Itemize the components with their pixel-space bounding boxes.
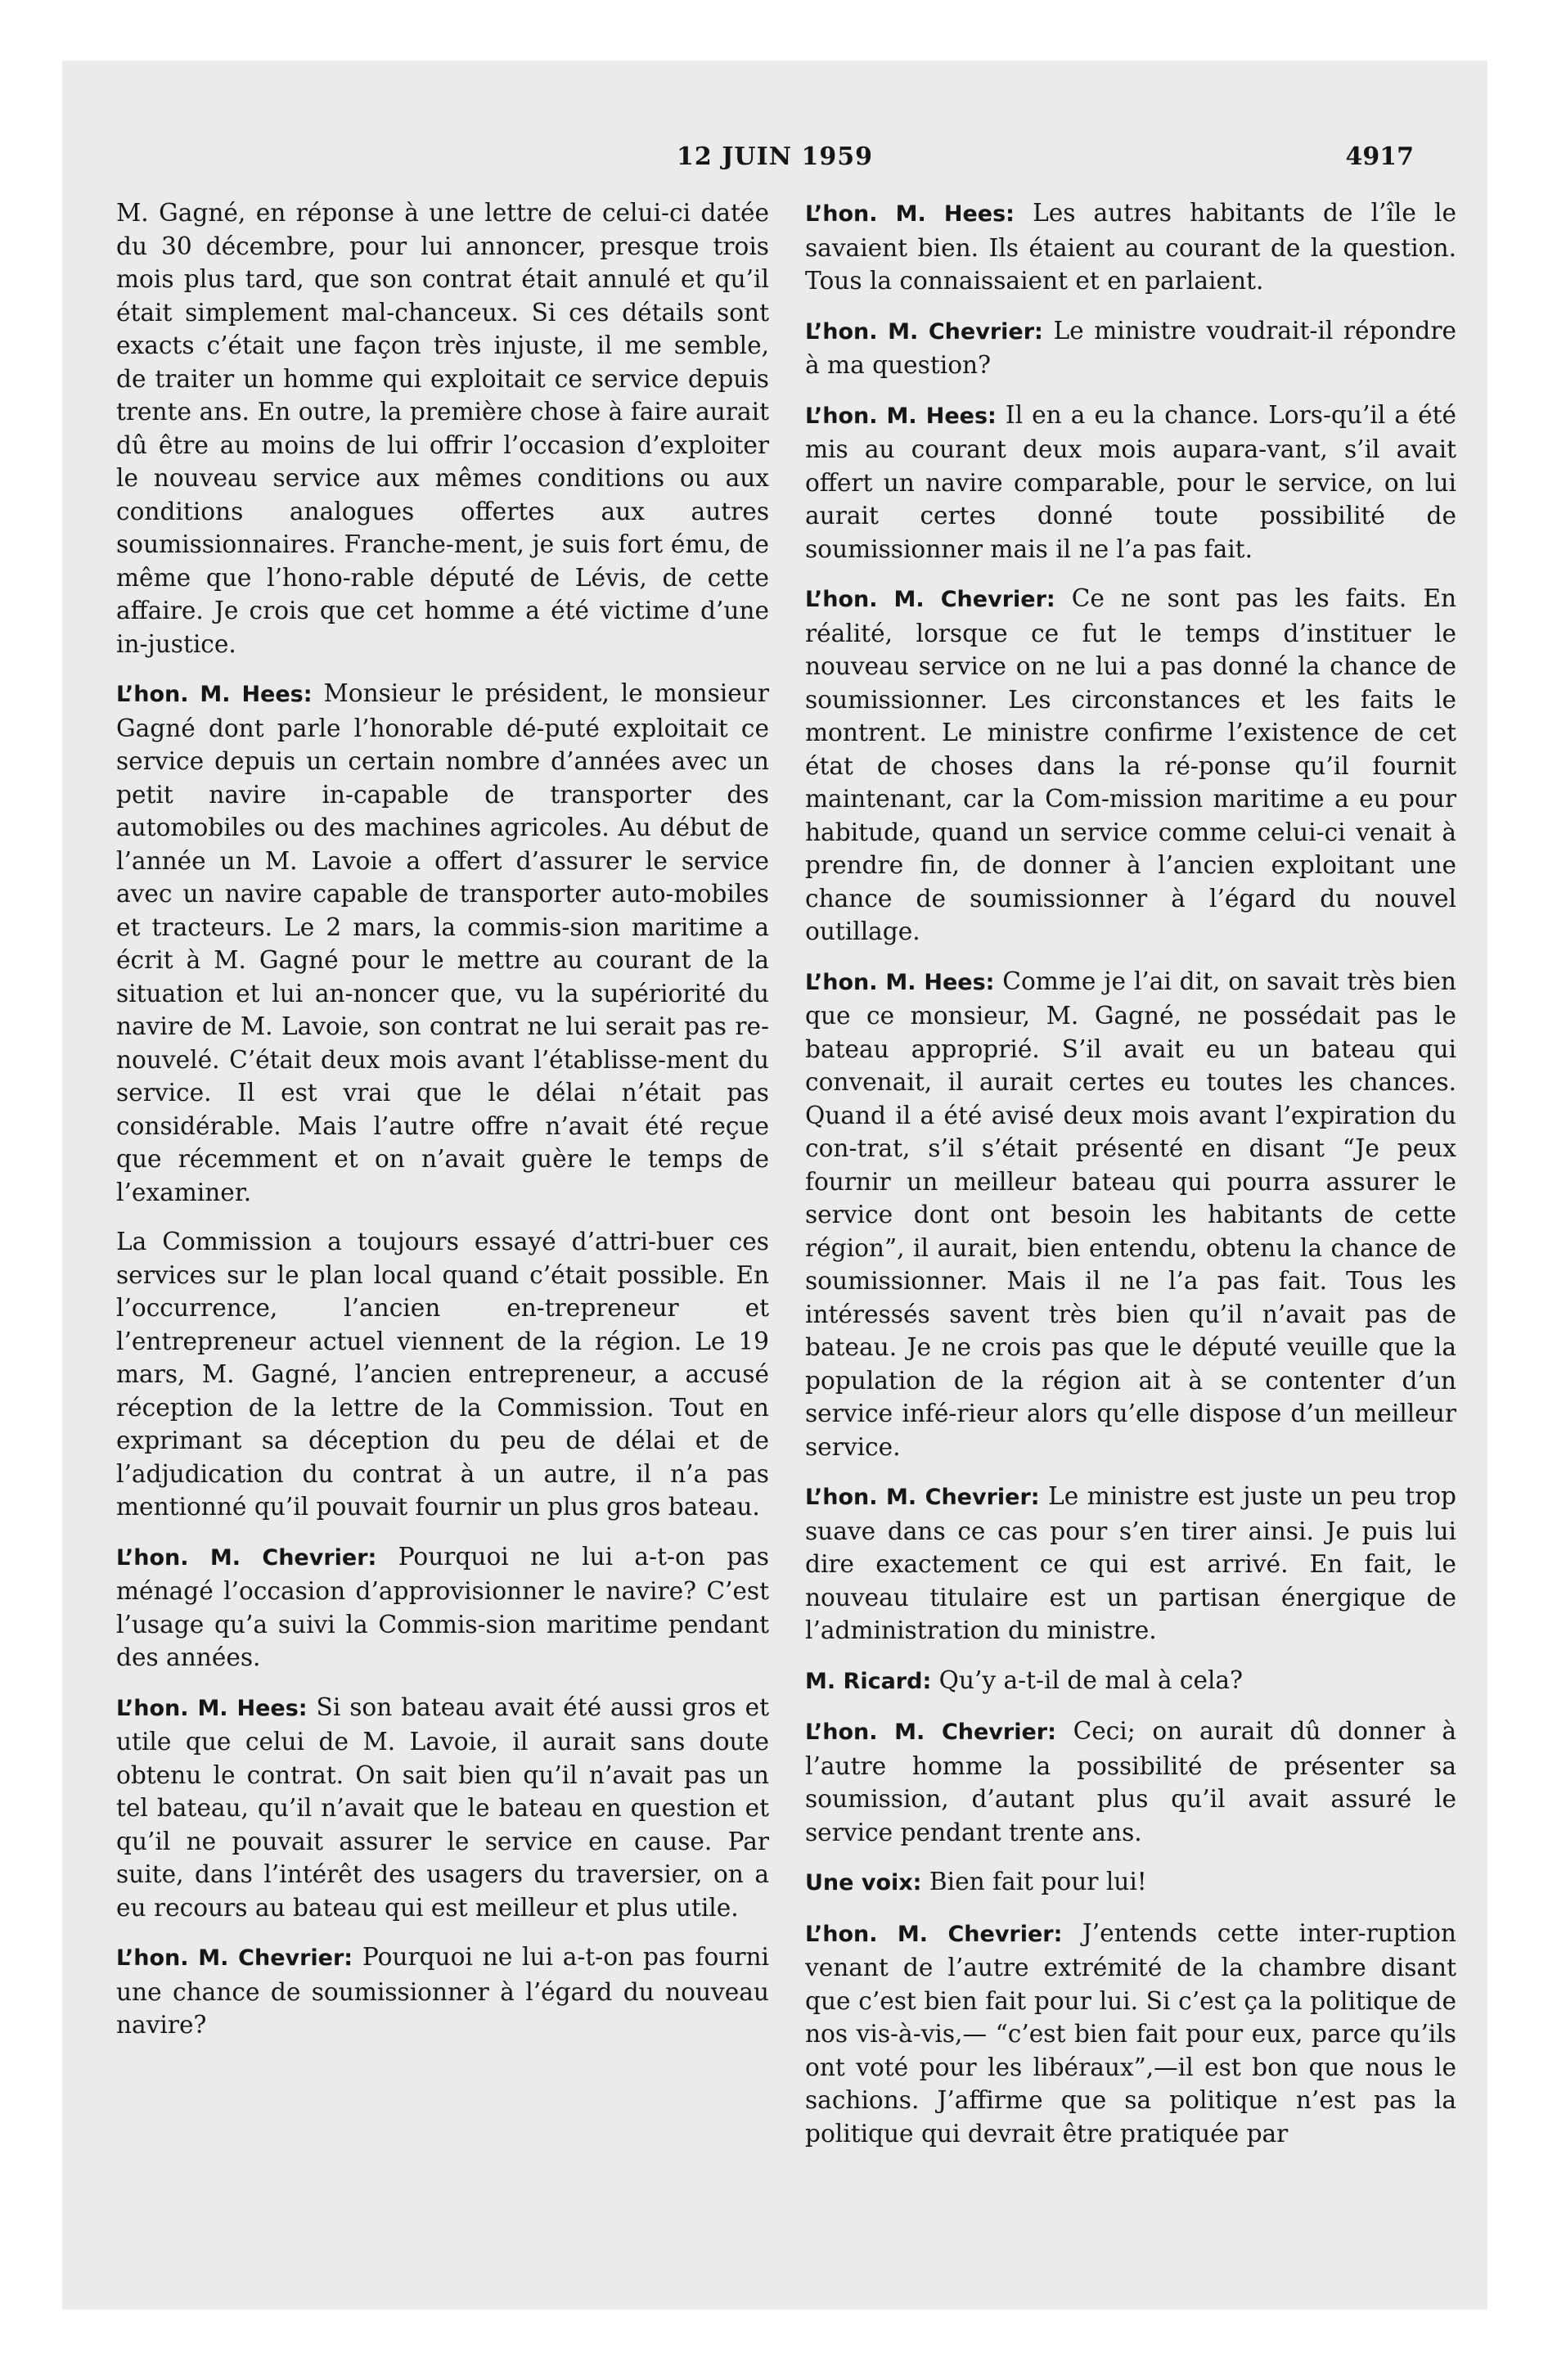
paragraph — [805, 1664, 1456, 1699]
paragraph-text: Les autres habitants de l’île le savaient bien. Ils étaient au courant de la question. Tous la connaissaient et en parlaient. — [805, 199, 1457, 295]
paragraph-text: Il en a eu la chance. Lors-qu’il a été mis au courant deux mois aupara-vant, s’il avait offert un navire comparable, pour le service, on lui aurait certes donné toute possibilité de soumissionner mais il ne l’a pas fait. — [805, 400, 1456, 563]
paragraph — [116, 1941, 769, 2042]
paragraph-text: J’entends cette inter-ruption venant de l’autre extrémité de la chambre disant que c’est bien fait pour lui. Si c’est ça la politique de nos vis-à-vis,— “c’est bien fait pour eux, parce qu’ils ont voté pour les libéraux”,—il est bon que nous le sachions. J’affirme que sa politique n’est pas la politique qui devrait être pratiquée par — [805, 1918, 1456, 2148]
speaker-name: L’hon. M. Chevrier: — [805, 318, 1043, 345]
speaker-name: M. Ricard: — [805, 1668, 932, 1694]
paragraph-text: Pourquoi ne lui a-t-on pas ménagé l’occasion d’approvisionner le navire? C’est l’usage qu’a suivi la Commis-sion maritime pendant des années. — [116, 1542, 769, 1671]
paragraph-text: Le ministre est juste un peu trop suave dans ce cas pour s’en tirer ainsi. Je puis lui dire exactement ce qui est arrivé. En fait, le nouveau titulaire est un partisan énergique de l’administration du ministre. — [805, 1482, 1456, 1644]
paragraph — [805, 399, 1456, 566]
right-column — [805, 196, 1456, 2166]
paragraph — [116, 1540, 769, 1675]
left-column — [116, 196, 769, 2058]
paragraph-text: M. Gagné, en réponse à une lettre de celui-ci datée du 30 décembre, pour lui annoncer, presque trois mois plus tard, que son contrat était annulé et qu’il était simplement mal-chanceux. Si ces détails sont exacts c’était une façon très injuste, il me semble, de traiter un homme qui exploitait ce service depuis trente ans. En outre, la première chose à faire aurait dû être au moins de lui offrir l’occasion d’exploiter le nouveau service aux mêmes conditions ou aux conditions analogues offertes aux autres soumissionnaires. Franche-ment, je suis fort ému, de même que l’hono-rable député de Lévis, de cette affaire. Je crois que cet homme a été victime d’une in-justice. — [116, 199, 769, 658]
speaker-name: L’hon. M. Chevrier: — [116, 1544, 377, 1571]
paragraph — [116, 677, 769, 1209]
paragraph-text: Qu’y a-t-il de mal à cela? — [931, 1666, 1243, 1694]
paragraph — [805, 582, 1456, 949]
speaker-name: L’hon. M. Hees: — [805, 969, 995, 995]
paragraph-text: Si son bateau avait été aussi gros et utile que celui de M. Lavoie, il aurait sans doute obtenu le contrat. On sait bien qu’il n’avait pas un tel bateau, qu’il n’avait que le bateau en question et qu’il ne pouvait assurer le service en cause. Par suite, dans l’intérêt des usagers du traversier, on a eu recours au bateau qui est meilleur et plus utile. — [116, 1693, 769, 1922]
document-page — [62, 61, 1487, 2310]
page-number: 4917 — [1345, 142, 1414, 171]
speaker-name: L’hon. M. Chevrier: — [805, 1921, 1063, 1947]
speaker-name: Une voix: — [805, 1870, 922, 1895]
paragraph — [116, 1225, 769, 1524]
paragraph — [805, 1715, 1456, 1849]
paragraph — [805, 1917, 1456, 2151]
paragraph-text: Ce ne sont pas les faits. En réalité, lorsque ce fut le temps d’instituer le nouveau service on ne lui a pas donné la chance de soumissionner. Les circonstances et les faits le montrent. Le ministre confirme l’existence de cet état de choses dans la ré-ponse qu’il fournit maintenant, car la Com-mission maritime a eu pour habitude, quand un service comme celui-ci venait à prendre fin, de donner à l’ancien exploitant une chance de soumissionner à l’égard du nouvel outillage. — [805, 584, 1457, 945]
speaker-name: L’hon. M. Hees: — [805, 403, 997, 429]
speaker-name: L’hon. M. Chevrier: — [805, 1485, 1040, 1510]
paragraph — [805, 1480, 1456, 1648]
page-date: 12 JUIN 1959 — [677, 142, 873, 171]
paragraph — [805, 965, 1456, 1464]
paragraph-text: Ceci; on aurait dû donner à l’autre homme la possibilité de présenter sa soumission, d’autant plus qu’il avait assuré le service pendant trente ans. — [805, 1717, 1456, 1846]
speaker-name: L’hon. M. Chevrier: — [805, 587, 1055, 612]
speaker-name: L’hon. M. Chevrier: — [805, 1720, 1056, 1745]
paragraph-text: Bien fait pour lui! — [921, 1868, 1147, 1895]
paragraph-text: La Commission a toujours essayé d’attri-buer ces services sur le plan local quand c’était possible. En l’occurrence, l’ancien en-trepreneur et l’entrepreneur actuel viennent de la région. Le 19 mars, M. Gagné, l’ancien entrepreneur, a accusé réception de la lettre de la Commission. Tout en exprimant sa déception du peu de délai et de l’adjudication du contrat à un autre, il n’a pas mentionné qu’il pouvait fournir un plus gros bateau. — [116, 1228, 769, 1521]
speaker-name: L’hon. M. Hees: — [805, 201, 1015, 227]
paragraph — [805, 314, 1456, 382]
paragraph-text: Comme je l’ai dit, on savait très bien que ce monsieur, M. Gagné, ne possédait pas le bateau approprié. S’il avait eu un bateau qui convenait, il aurait certes eu toutes les chances. Quand il a été avisé deux mois avant l’expiration du con-trat, s’il s’était présenté en disant “Je peux fournir un meilleur bateau qui pourra assurer le service dont ont besoin les habitants de cette région”, il aurait, bien entendu, obtenu la chance de soumissionner. Mais il ne l’a pas fait. Tous les intéressés savent très bien qu’il n’avait pas de bateau. Je ne crois pas que le député veuille que la population de la région ait à se contenter d’un service infé-rieur alors qu’elle dispose d’un meilleur service. — [805, 967, 1456, 1461]
paragraph — [805, 196, 1456, 298]
speaker-name: L’hon. M. Hees: — [116, 1695, 308, 1721]
paragraph-text: Monsieur le président, le monsieur Gagné dont parle l’honorable dé-puté exploitait ce service depuis un certain nombre d’années avec un petit navire in-capable de transporter des automobiles ou des machines agricoles. Au début de l’année un M. Lavoie a offert d’assurer le service avec un navire capable de transporter auto-mobiles et tracteurs. Le 2 mars, la commis-sion maritime a écrit à M. Gagné pour le mettre au courant de la situation et lui an-noncer que, vu la supériorité du navire de M. Lavoie, son contrat ne lui serait pas re-nouvelé. C’était deux mois avant l’établisse-ment du service. Il est vrai que le délai n’était pas considérable. Mais l’autre offre n’avait été reçue que récemment et on n’avait guère le temps de l’examiner. — [116, 679, 769, 1206]
paragraph-text: Le ministre voudrait-il répondre à ma question? — [805, 316, 1456, 379]
paragraph — [116, 1691, 769, 1925]
paragraph — [805, 1865, 1456, 1900]
page-header — [62, 142, 1487, 192]
speaker-name: L’hon. M. Hees: — [116, 682, 313, 707]
paragraph — [116, 196, 769, 660]
paragraph-text: Pourquoi ne lui a-t-on pas fourni une chance de soumissionner à l’égard du nouveau navire? — [116, 1943, 770, 2039]
speaker-name: L’hon. M. Chevrier: — [116, 1945, 353, 1971]
